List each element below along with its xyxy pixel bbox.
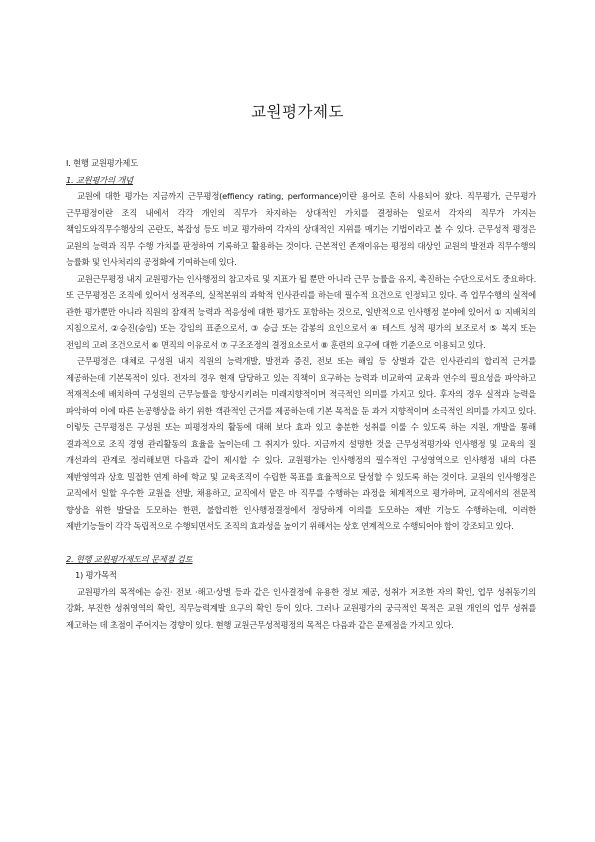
section-heading: Ⅰ. 현행 교원평가제도 (66, 158, 138, 168)
body-paragraph: 교원근무평정 내지 교원평가는 인사행정의 참고자료 및 지표가 될 뿐만 아니라 근무 능률을 유지, 촉진하는 수단으로서도 중요하다. 또 근무평정은 조직에 있어서 성적주의, 실적본위의 과학적 인사관리를 하는데 필수적 요건으로 인정되고 있다. 즉 업무수행의 실적에 관한 평가뿐만 아니라 직원의 잠재적 능력과 적응성에 대한 평가도 포함하는 것으로, 일반적으로 인사행정 분야에 있어서 ① 지배치의 지침으로서, ②승진(승임) 또는 강임의 표준으로서, ③ 승급 또는 감봉의 요인으로서 ④ 테스트 성적 평가의 보조로서 ⑤ 복지 또는 전임의 고려 조건으로서 ⑥ 면직의 이유로서 ⑦ 구조조정의 결정요소로서 ⑧ 훈련의 요구에 대한 기준으로 이용되고 있다. (66, 273, 536, 350)
body-paragraph: 근무평정은 대체로 구성원 내지 직원의 능력개발, 발전과 증진, 전보 또는 해임 등 상벌과 같은 인사관리의 합리적 근거를 제공하는데 기본목적이 있다. 전자의 경우 현재 담당하고 있는 직책이 요구하는 능력과 비교하여 교육과 연수의 필요성을 파악하고 적재적소에 배치하여 구성원의 근무능률을 향상시키려는 미래지향적이며 적극적인 의미를 가지고 있다. 후자의 경우 실적과 능력을 파악하여 이에 따른 논공행상을 하기 위한 객관적인 근거를 제공하는데 기본 목적을 둔 과거 지향적이며 소극적인 의미를 가지고 있다. 이렇듯 근무평정은 구성원 또는 피평정자의 활동에 대해 보다 효과 있고 충분한 성취를 이룰 수 있도록 하는 지원, 개발을 통해 결과적으로 조직 경영 관리활동의 효율을 높이는데 그 취지가 있다. 지금까지 설명한 것을 근무성적평가와 인사행정 및 교육의 질 개선과의 관계로 정리해보면 다음과 같이 제시할 수 있다. 교원평가는 인사행정의 필수적인 구성영역으로 인사행정 내의 다른 제반영역과 상호 밀접한 연계 하에 학교 및 교육조직이 수립한 목표를 효율적으로 달성할 수 있도록 하는 것이다. 교원의 인사행정은 교직에서 일할 우수한 교원을 선발, 채용하고, 교직에서 맡은 바 직무를 수행하는 과정을 체계적으로 평가하며, 교직에서의 전문적 향상을 위한 발달을 도모하는 한편, 불합리한 인사행정결정에서 정당하게 이의를 도모하는 제반 기능도 수행하는데, 이러한 제반기능들이 각각 독립적으로 수행되면서도 조직의 효과성을 높이기 위해서는 상호 연계적으로 수행되어야 함이 강조되고 있다. (66, 356, 536, 531)
subsection-heading: 1. 교원평가의 개념 (66, 174, 133, 185)
document-body (66, 155, 536, 633)
body-paragraph: 교원평가의 목적에는 승진· 전보 ·해고·상벌 등과 같은 인사결정에 유용한 정보 제공, 성취가 저조한 자의 확인, 업무 성취동기의 강화, 부진한 성취영역의 확인, 직무능력계발 요구의 확인 등이 있다. 그러나 교원평가의 궁극적인 목적은 교원 개인의 업무 성취를 제고하는 데 초점이 주어지는 경향이 있다. 현행 교원근무성적평정의 목적은 다음과 같은 문제점을 가지고 있다. (66, 586, 536, 630)
subsection-heading: 2. 현행 교원평가제도의 문제점 검토 (66, 553, 193, 564)
section-spacer (66, 535, 536, 551)
body-paragraph: 교원에 대한 평가는 지금까지 근무평정(effiency rating, performance)이란 용어로 흔히 사용되어 왔다. 직무평가, 근무평가 근무평정이란 조직 내에서 각각 개인의 직무가 차지하는 상대적인 가치를 결정하는 일로서 각자의 직무가 가지는 책임도와직무수행상의 곤란도, 복잡성 등도 비교 평가하여 각자의 상대적인 지위를 매기는 기법이라고 볼 수 있다. 근무성적 평정은 교원의 능력과 직무 수행 가치를 판정하여 기록하고 활용하는 것이다. 근본적인 존재이유는 평정의 대상인 교원의 발전과 직무수행의 능률화 및 인사처리의 공정화에 기여하는데 있다. (66, 191, 536, 267)
document-title: 교원평가제도 (251, 103, 344, 121)
list-item-heading: 1) 평가목적 (75, 570, 117, 580)
